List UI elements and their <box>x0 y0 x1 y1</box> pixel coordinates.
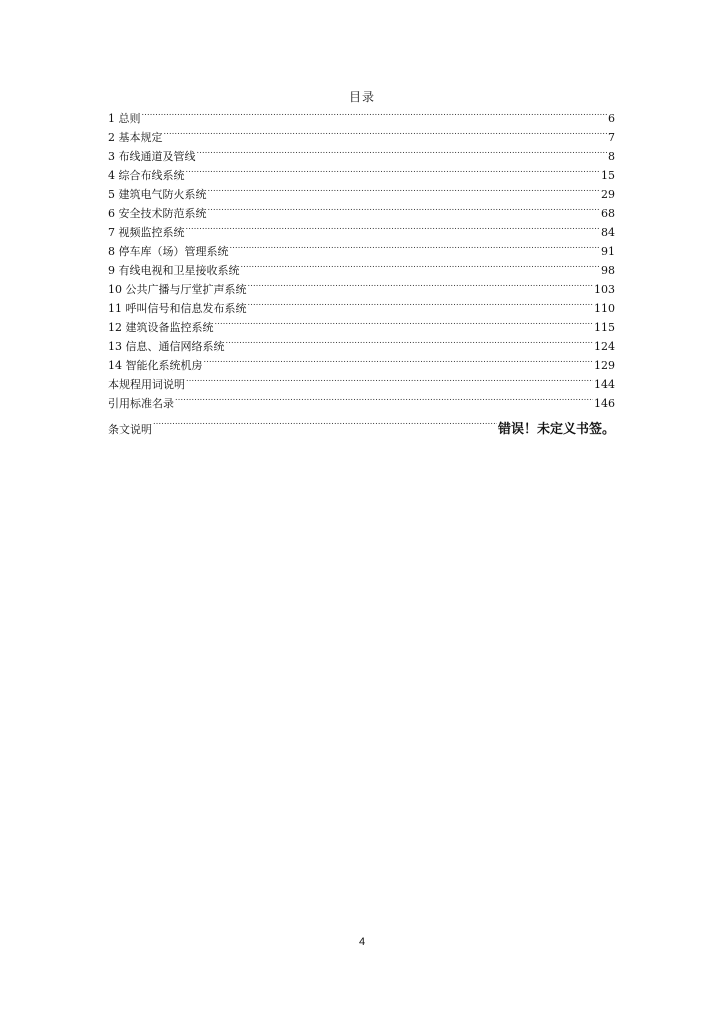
toc-entry[interactable] <box>108 394 615 413</box>
toc-entry-page: 98 <box>601 264 615 277</box>
toc-entry[interactable] <box>108 419 615 441</box>
toc-entry-label: 条文说明 <box>108 423 152 436</box>
toc-entry-page: 15 <box>601 169 615 182</box>
toc-entry-label: 2 基本规定 <box>108 131 163 144</box>
toc-dot-leader <box>215 318 594 331</box>
toc-entry-label: 4 综合布线系统 <box>108 169 185 182</box>
toc-dot-leader <box>248 299 594 312</box>
toc-entry[interactable] <box>108 337 615 356</box>
toc-entry-label: 11 呼叫信号和信息发布系统 <box>108 302 247 315</box>
toc-entry-label: 12 建筑设备监控系统 <box>108 321 214 334</box>
toc-entry[interactable] <box>108 204 615 223</box>
toc-entry-page: 7 <box>608 131 615 144</box>
page-number: 4 <box>358 936 366 948</box>
toc-entry-page: 110 <box>594 302 615 315</box>
toc-entry[interactable] <box>108 299 615 318</box>
toc-entry[interactable] <box>108 109 615 128</box>
toc-entry-page: 91 <box>601 245 615 258</box>
toc-entry-label: 9 有线电视和卫星接收系统 <box>108 264 240 277</box>
toc-entry-page: 29 <box>601 188 615 201</box>
toc-entry[interactable] <box>108 356 615 375</box>
toc-dot-leader <box>208 204 601 217</box>
toc-entry-label: 本规程用词说明 <box>108 378 185 391</box>
toc-entry-label: 引用标准名录 <box>108 397 174 410</box>
toc-dot-leader <box>204 356 594 369</box>
toc-dot-leader <box>197 147 608 160</box>
toc-dot-leader <box>248 280 594 293</box>
toc-dot-leader <box>186 375 593 388</box>
toc-entry-page: 115 <box>594 321 615 334</box>
toc-entry-page: 144 <box>594 378 615 391</box>
toc-dot-leader <box>142 109 608 122</box>
toc-entry-label: 10 公共广播与厅堂扩声系统 <box>108 283 247 296</box>
toc-entry[interactable] <box>108 185 615 204</box>
toc-entry[interactable] <box>108 318 615 337</box>
toc-entry-label: 8 停车库（场）管理系统 <box>108 245 229 258</box>
toc-dot-leader <box>153 420 497 433</box>
toc-entry-page: 103 <box>594 283 615 296</box>
toc-dot-leader <box>226 337 594 350</box>
toc-entry[interactable] <box>108 128 615 147</box>
toc-entry[interactable] <box>108 223 615 242</box>
toc-entry-page: 6 <box>608 112 615 125</box>
toc-dot-leader <box>186 166 601 179</box>
toc-entry[interactable] <box>108 375 615 394</box>
toc-entry[interactable] <box>108 280 615 299</box>
toc-entry-page: 124 <box>594 340 615 353</box>
table-of-contents <box>108 109 615 441</box>
toc-entry-page: 8 <box>608 150 615 163</box>
toc-dot-leader <box>164 128 608 141</box>
toc-entry[interactable] <box>108 147 615 166</box>
toc-dot-leader <box>175 394 593 407</box>
toc-entry-page-error: 错误！未定义书签。 <box>497 422 615 437</box>
toc-entry-label: 14 智能化系统机房 <box>108 359 203 372</box>
toc-entry-label: 3 布线通道及管线 <box>108 150 196 163</box>
toc-entry-label: 1 总则 <box>108 112 141 125</box>
toc-entry-label: 13 信息、通信网络系统 <box>108 340 225 353</box>
toc-entry-page: 68 <box>601 207 615 220</box>
toc-entry-page: 129 <box>594 359 615 372</box>
toc-dot-leader <box>230 242 601 255</box>
toc-entry-label: 7 视频监控系统 <box>108 226 185 239</box>
toc-dot-leader <box>208 185 601 198</box>
toc-entry-label: 5 建筑电气防火系统 <box>108 188 207 201</box>
toc-entry-page: 84 <box>601 226 615 239</box>
toc-entry[interactable] <box>108 261 615 280</box>
toc-dot-leader <box>241 261 601 274</box>
toc-dot-leader <box>186 223 601 236</box>
toc-entry-label: 6 安全技术防范系统 <box>108 207 207 220</box>
toc-title: 目录 <box>348 90 375 104</box>
toc-entry-page: 146 <box>594 397 615 410</box>
toc-entry[interactable] <box>108 166 615 185</box>
toc-entry[interactable] <box>108 242 615 261</box>
